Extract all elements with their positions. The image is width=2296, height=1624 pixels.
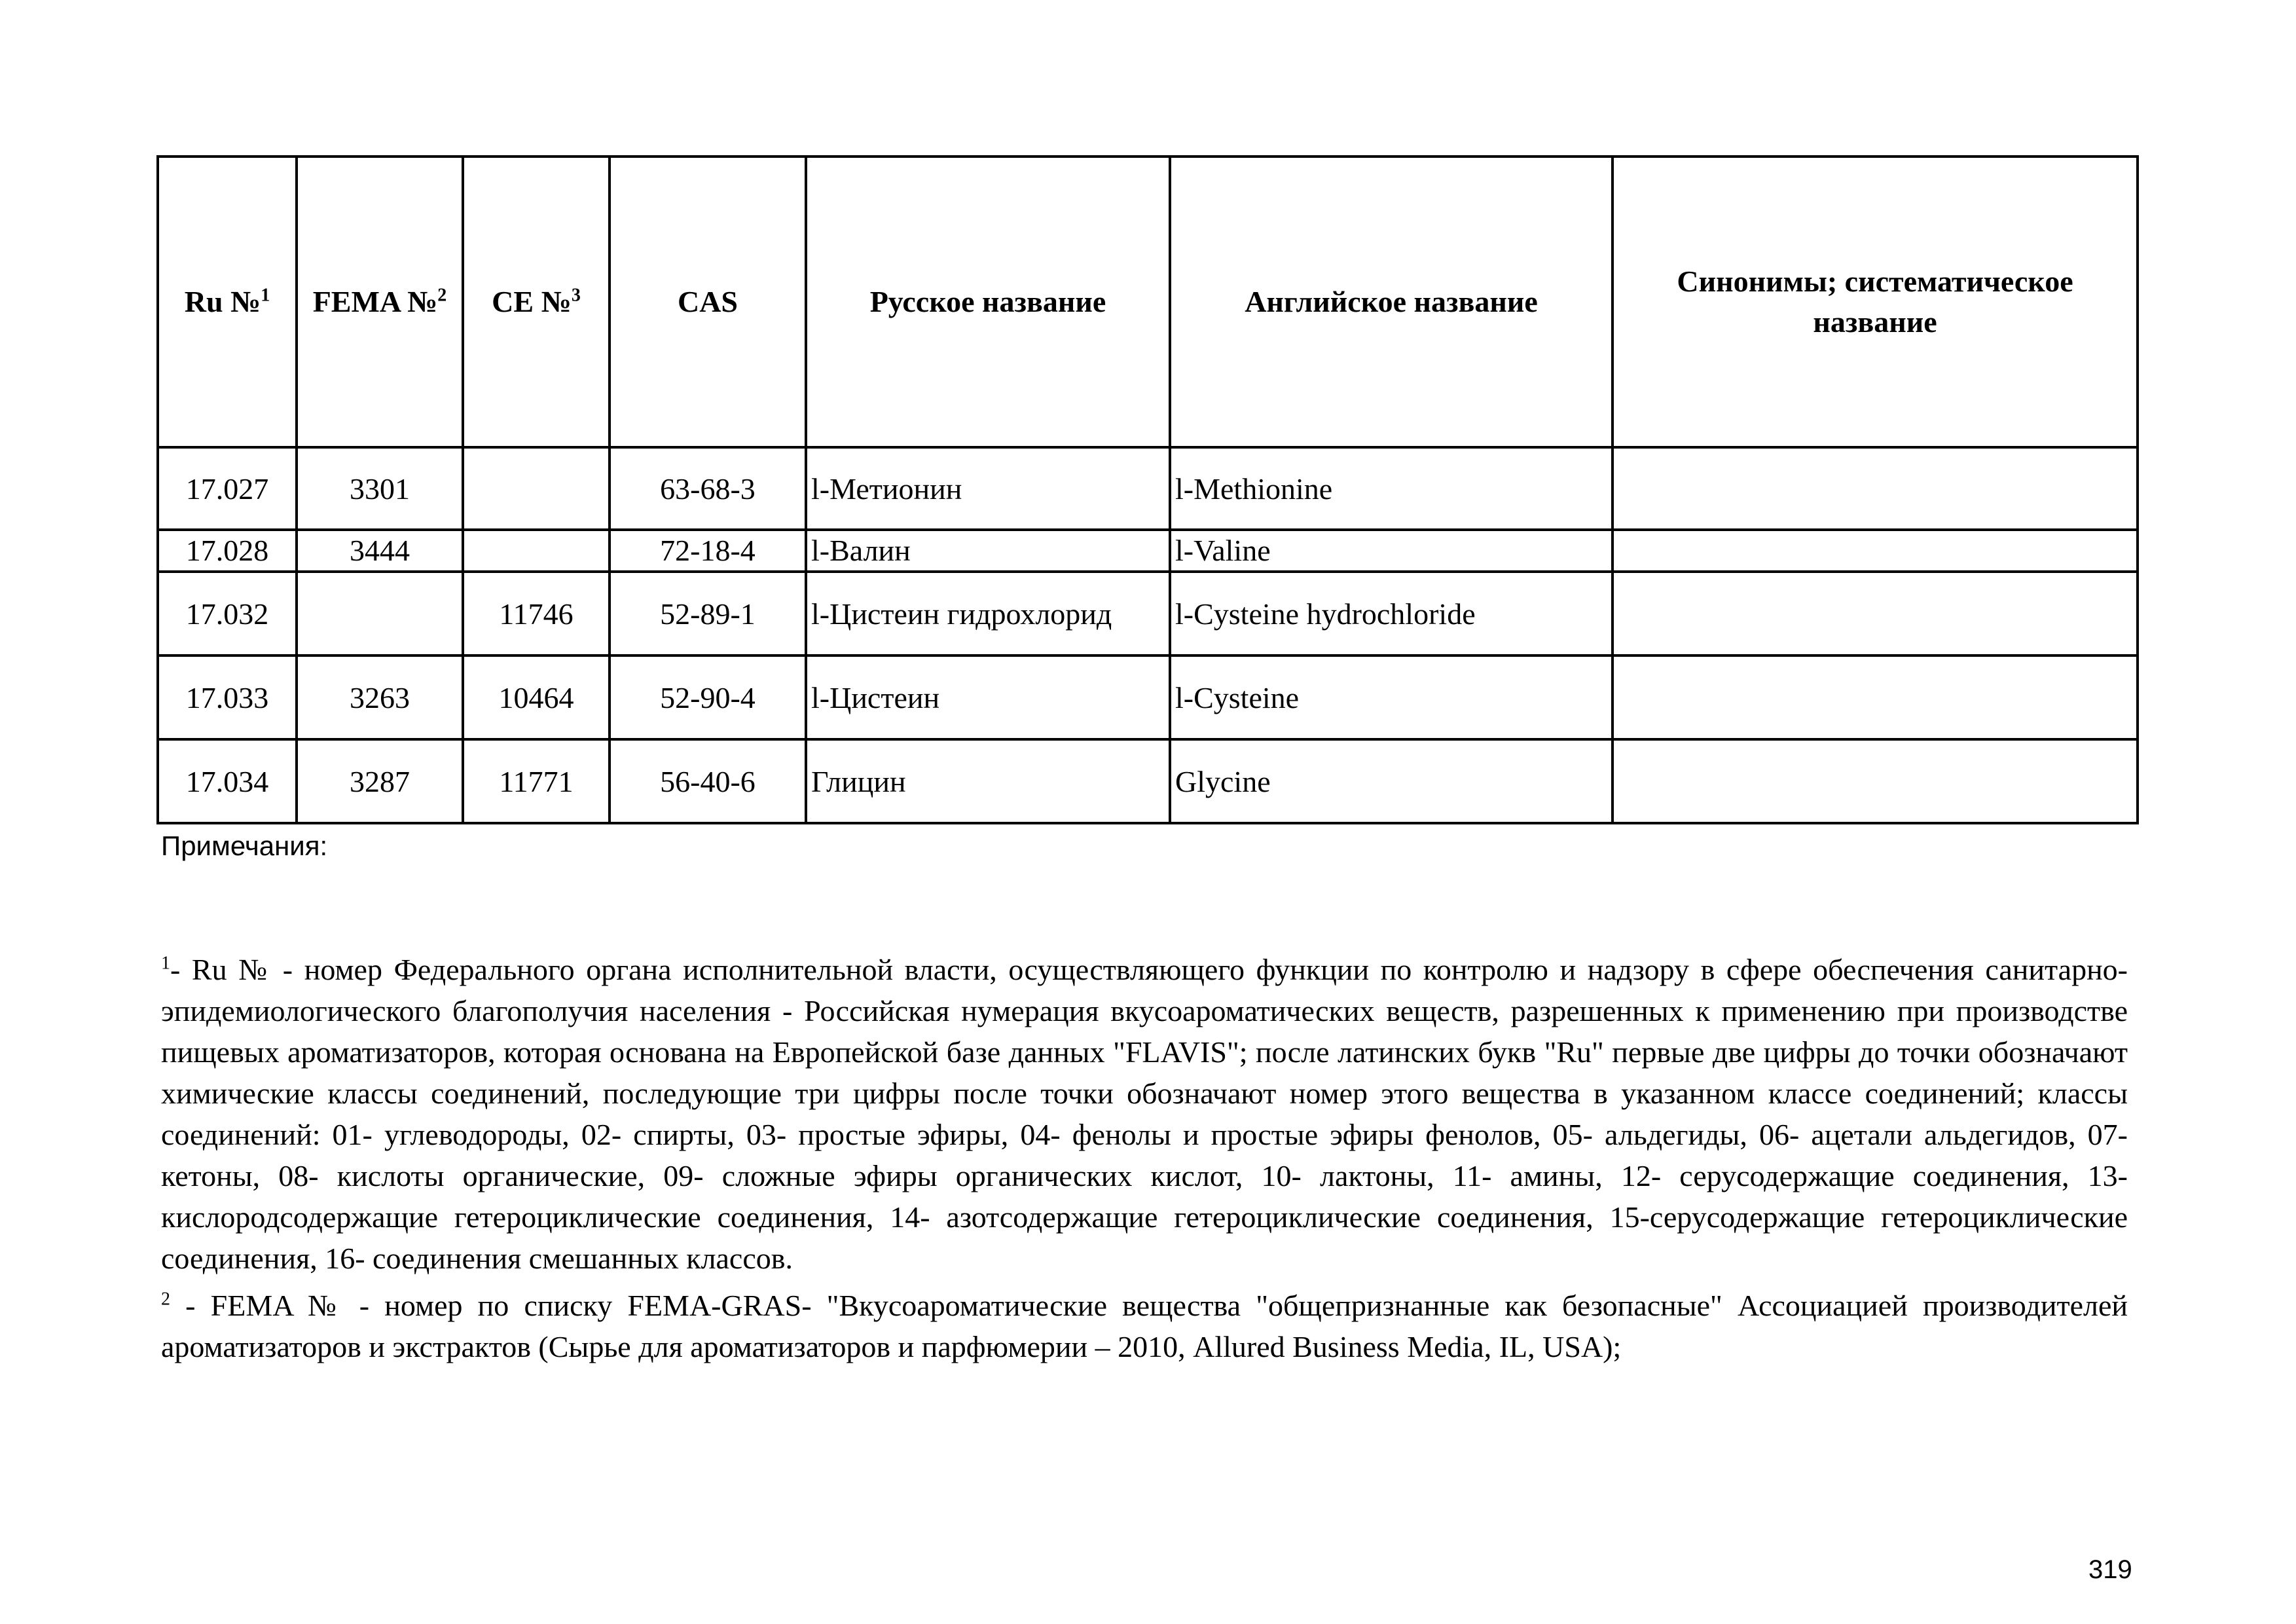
cell-russian-name: l-Метионин (806, 447, 1170, 530)
header-russian-name: Русское название (806, 157, 1170, 447)
footnote-1-text: - Ru № - номер Федерального органа исполнительной власти, осуществляющего функции по контролю и надзору в сфере обеспечения санитарно-эпидемиологического благополучия населения - Российская нумерация вкусоароматических веществ, разрешенных к применению при производстве пищевых ароматизаторов, которая основана на Европейской базе данных "FLAVIS"; после латинских букв "Ru" первые две цифры до точки обозначают химические классы соединений, последующие три цифры после точки обозначают номер этого вещества в указанном классе соединений; классы соединений: 01- углеводороды, 02- спирты, 03- простые эфиры, 04- фенолы и простые эфиры фенолов, 05- альдегиды, 06- ацетали альдегидов, 07- кетоны, 08- кислоты органические, 09- сложные эфиры органических кислот, 10- лактоны, 11- амины, 12- серусодержащие соединения, 13- кислородсодержащие гетероциклические соединения, 14- азотсодержащие гетероциклические соединения, 15-серусодержащие гетероциклические соединения, 16- соединения смешанных классов. (161, 953, 2128, 1275)
cell-english-name: Glycine (1170, 739, 1613, 823)
cell-ru-no: 17.033 (158, 655, 297, 739)
cell-fema-no: 3287 (297, 739, 463, 823)
cell-english-name: l-Valine (1170, 530, 1613, 572)
cell-russian-name: l-Цистеин (806, 655, 1170, 739)
footnote-1-marker: 1 (161, 953, 170, 974)
cell-synonyms (1613, 530, 2138, 572)
cell-synonyms (1613, 739, 2138, 823)
cell-fema-no: 3301 (297, 447, 463, 530)
flavoring-substances-table (156, 155, 2139, 824)
cell-ce-no: 10464 (463, 655, 610, 739)
table-row (158, 572, 2138, 655)
header-english-name: Английское название (1170, 157, 1613, 447)
header-ru-no: Ru №$^1$ (158, 157, 297, 447)
cell-ru-no: 17.032 (158, 572, 297, 655)
cell-cas: 52-90-4 (610, 655, 806, 739)
cell-cas: 72-18-4 (610, 530, 806, 572)
footnote-2-marker: 2 (161, 1289, 170, 1310)
cell-russian-name: Глицин (806, 739, 1170, 823)
header-fema-no: FEMA №$^2$ (297, 157, 463, 447)
cell-synonyms (1613, 655, 2138, 739)
table-header-row (158, 157, 2138, 447)
cell-ce-no: 11746 (463, 572, 610, 655)
cell-fema-no: 3263 (297, 655, 463, 739)
cell-fema-no: 3444 (297, 530, 463, 572)
cell-ru-no: 17.027 (158, 447, 297, 530)
cell-russian-name: l-Валин (806, 530, 1170, 572)
cell-cas: 56-40-6 (610, 739, 806, 823)
cell-ce-no: 11771 (463, 739, 610, 823)
cell-cas: 63-68-3 (610, 447, 806, 530)
page-number: 319 (2088, 1555, 2132, 1584)
cell-english-name: l-Methionine (1170, 447, 1613, 530)
footnote-1 (161, 949, 2128, 1279)
cell-english-name: l-Cysteine hydrochloride (1170, 572, 1613, 655)
cell-cas: 52-89-1 (610, 572, 806, 655)
table-row (158, 530, 2138, 572)
header-cas: CAS (610, 157, 806, 447)
footnote-2 (161, 1285, 2128, 1367)
cell-synonyms (1613, 447, 2138, 530)
cell-english-name: l-Cysteine (1170, 655, 1613, 739)
header-ce-no: CE №$^3$ (463, 157, 610, 447)
header-synonyms: Синонимы; систематическое название (1613, 157, 2138, 447)
table-row (158, 739, 2138, 823)
cell-synonyms (1613, 572, 2138, 655)
cell-ce-no (463, 530, 610, 572)
cell-fema-no (297, 572, 463, 655)
table-row (158, 447, 2138, 530)
cell-ru-no: 17.034 (158, 739, 297, 823)
cell-ru-no: 17.028 (158, 530, 297, 572)
notes-label: Примечания: (161, 830, 328, 861)
table-row (158, 655, 2138, 739)
footnote-2-text: - FEMA № - номер по списку FEMA-GRAS- "Вкусоароматические вещества "общепризнанные как безопасные" Ассоциацией производителей ароматизаторов и экстрактов (Сырье для ароматизаторов и парфюмерии – 2010, Allured Business Media, IL, USA); (161, 1289, 2128, 1363)
cell-ce-no (463, 447, 610, 530)
cell-russian-name: l-Цистеин гидрохлорид (806, 572, 1170, 655)
